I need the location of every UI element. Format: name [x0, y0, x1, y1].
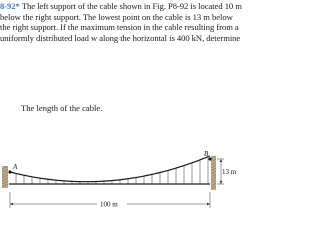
- horizontal-dimension-label: 100 m: [100, 200, 118, 209]
- problem-number: 8-92*: [0, 1, 20, 11]
- label-B: B: [204, 150, 209, 158]
- right-support: [208, 156, 216, 190]
- problem-text: The left support of the cable shown in Fig. P8-92 is located 10 m below the right support. The lowest point on the cable is 13 m below the right support. If the maximum tension in the cable resulting from a uniformly distributed load w along the horizontal is 400 kN, determine: [0, 1, 242, 43]
- cable-figure: [0, 142, 244, 211]
- support-B-pin: [208, 157, 211, 160]
- problem-statement: [0, 1, 244, 43]
- cable-curve: [10, 156, 210, 182]
- question-text: The length of the cable.: [21, 103, 103, 113]
- vertical-dimension-label: 13 m: [222, 168, 237, 176]
- cable-hangers: [16, 157, 208, 184]
- label-A: A: [13, 163, 18, 171]
